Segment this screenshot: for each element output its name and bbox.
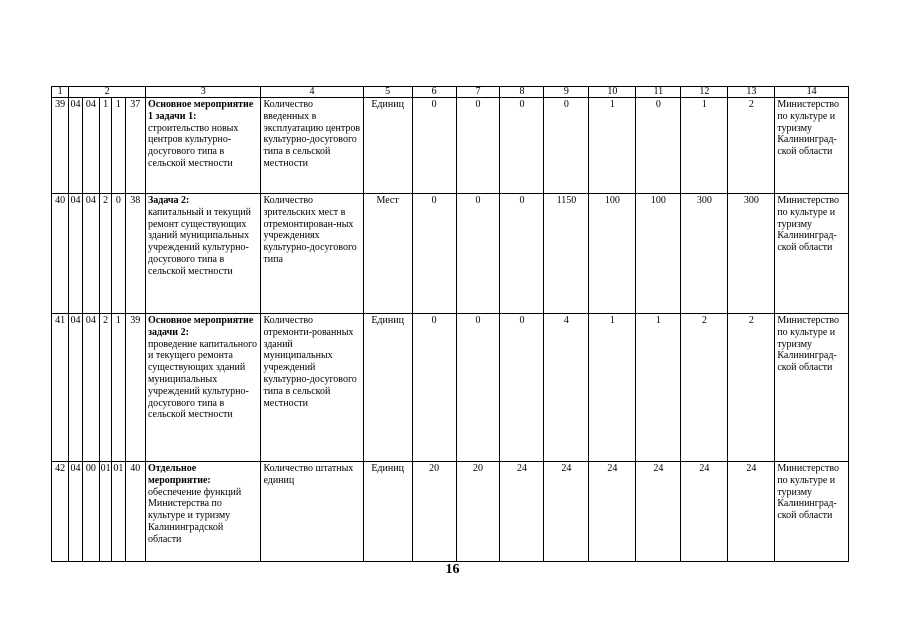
header-cell-2: 2	[69, 87, 146, 98]
header-cell-1: 1	[52, 87, 69, 98]
row-number-cell: 39	[52, 98, 69, 194]
code-cell: 0	[112, 194, 125, 314]
task-name-cell	[145, 194, 260, 314]
value-cell: 2	[728, 98, 775, 194]
value-cell: 1150	[544, 194, 589, 314]
indicator-cell: Количество штатных единиц	[261, 462, 363, 562]
value-cell: 4	[544, 314, 589, 462]
code-cell: 2	[100, 314, 112, 462]
task-title-bold: Основное мероприятие 1 задачи 1:	[147, 99, 254, 122]
value-cell: 0	[456, 314, 500, 462]
value-cell: 20	[456, 462, 500, 562]
code-cell: 00	[82, 462, 99, 562]
value-cell: 2	[728, 314, 775, 462]
code-cell: 04	[69, 194, 82, 314]
value-cell: 24	[728, 462, 775, 562]
value-cell: 100	[589, 194, 636, 314]
page-number: 16	[445, 562, 460, 577]
value-cell: 2	[681, 314, 728, 462]
code-cell: 40	[125, 462, 145, 562]
value-cell: 24	[500, 462, 544, 562]
value-cell: 100	[636, 194, 681, 314]
value-cell: 0	[412, 98, 456, 194]
code-cell: 1	[112, 314, 125, 462]
value-cell: 20	[412, 462, 456, 562]
table-row	[52, 98, 849, 194]
code-cell: 04	[82, 314, 99, 462]
header-cell-10: 10	[589, 87, 636, 98]
header-cell-9: 9	[544, 87, 589, 98]
task-title-bold: Отдельное мероприятие:	[147, 463, 211, 486]
unit-cell: Единиц	[363, 462, 412, 562]
task-name-cell	[145, 314, 260, 462]
code-cell: 39	[125, 314, 145, 462]
value-cell: 300	[728, 194, 775, 314]
header-cell-5: 5	[363, 87, 412, 98]
code-cell: 1	[112, 98, 125, 194]
header-cell-12: 12	[681, 87, 728, 98]
task-description: проведение капитального и текущего ремонта существующих зданий муниципальных учреждений культурно-досугового типа в сельской местности	[147, 338, 257, 421]
task-description: строительство новых центров культурно-досугового типа в сельской местности	[147, 122, 239, 169]
value-cell: 1	[589, 314, 636, 462]
value-cell: 24	[636, 462, 681, 562]
header-cell-14: 14	[775, 87, 849, 98]
indicator-cell: Количество отремонти-рованных зданий муниципальных учреждений культурно-досугового типа в сельской местности	[261, 314, 363, 462]
value-cell: 0	[456, 98, 500, 194]
value-cell: 1	[681, 98, 728, 194]
value-cell: 0	[500, 194, 544, 314]
value-cell: 0	[636, 98, 681, 194]
header-cell-4: 4	[261, 87, 363, 98]
code-cell: 2	[100, 194, 112, 314]
responsible-cell: Министерство по культуре и туризму Калининград-ской области	[775, 462, 849, 562]
unit-cell: Единиц	[363, 98, 412, 194]
row-number-cell: 41	[52, 314, 69, 462]
table-row	[52, 194, 849, 314]
program-indicators-table	[51, 86, 849, 562]
value-cell: 24	[681, 462, 728, 562]
responsible-cell: Министерство по культуре и туризму Калининград-ской области	[775, 194, 849, 314]
code-cell: 37	[125, 98, 145, 194]
indicator-cell: Количество введенных в эксплуатацию центров культурно-досугового типа в сельской местности	[261, 98, 363, 194]
header-cell-11: 11	[636, 87, 681, 98]
code-cell: 01	[112, 462, 125, 562]
code-cell: 04	[69, 462, 82, 562]
value-cell: 1	[589, 98, 636, 194]
table-header-row	[52, 87, 849, 98]
code-cell: 38	[125, 194, 145, 314]
value-cell: 0	[500, 98, 544, 194]
task-name-cell	[145, 462, 260, 562]
row-number-cell: 42	[52, 462, 69, 562]
unit-cell: Мест	[363, 194, 412, 314]
indicator-cell: Количество зрительских мест в отремонтирован-ных учреждениях культурно-досугового типа	[261, 194, 363, 314]
unit-cell: Единиц	[363, 314, 412, 462]
value-cell: 24	[589, 462, 636, 562]
task-description: обеспечение функций Министерства по культуре и туризму Калининградской области	[147, 486, 242, 545]
value-cell: 300	[681, 194, 728, 314]
code-cell: 1	[100, 98, 112, 194]
value-cell: 0	[456, 194, 500, 314]
header-cell-6: 6	[412, 87, 456, 98]
header-cell-3: 3	[145, 87, 260, 98]
value-cell: 0	[500, 314, 544, 462]
table-row	[52, 462, 849, 562]
code-cell: 04	[69, 98, 82, 194]
header-cell-13: 13	[728, 87, 775, 98]
table-row	[52, 314, 849, 462]
code-cell: 04	[82, 194, 99, 314]
value-cell: 0	[412, 194, 456, 314]
header-cell-8: 8	[500, 87, 544, 98]
row-number-cell: 40	[52, 194, 69, 314]
responsible-cell: Министерство по культуре и туризму Калининград-ской области	[775, 314, 849, 462]
code-cell: 04	[69, 314, 82, 462]
header-cell-7: 7	[456, 87, 500, 98]
code-cell: 01	[100, 462, 112, 562]
value-cell: 0	[412, 314, 456, 462]
task-title-bold: Основное мероприятие задачи 2:	[147, 315, 254, 338]
code-cell: 04	[82, 98, 99, 194]
responsible-cell: Министерство по культуре и туризму Калининград-ской области	[775, 98, 849, 194]
task-description: капитальный и текущий ремонт существующих зданий муниципальных учреждений культурно-досугового типа в сельской местности	[147, 206, 251, 277]
value-cell: 1	[636, 314, 681, 462]
task-name-cell	[145, 98, 260, 194]
value-cell: 0	[544, 98, 589, 194]
task-title-bold: Задача 2:	[147, 195, 190, 206]
value-cell: 24	[544, 462, 589, 562]
